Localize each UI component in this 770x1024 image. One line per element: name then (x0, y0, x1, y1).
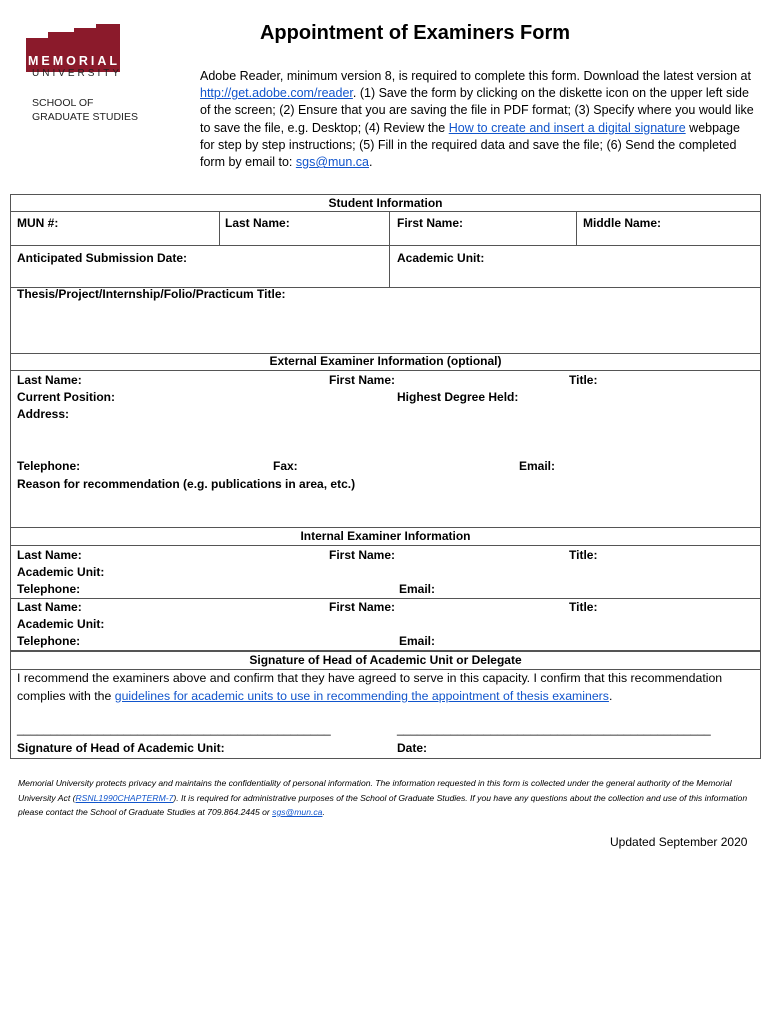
student-middle-name-field[interactable]: Middle Name: (583, 216, 662, 230)
date-line[interactable]: _______________________________________________ (397, 722, 711, 736)
signature-line[interactable]: _______________________________________________ (17, 722, 331, 736)
guidelines-link[interactable]: guidelines for academic units to use in recommending the appointment of thesis examiners (114, 688, 609, 703)
external-first-name-field[interactable]: First Name: (329, 373, 396, 387)
privacy-notice (18, 776, 760, 820)
page-title: Appointment of Examiners Form (259, 22, 571, 44)
submission-date-field[interactable]: Anticipated Submission Date: (17, 251, 188, 265)
digital-signature-link[interactable]: How to create and insert a digital signature (448, 120, 686, 135)
signature-section-heading: Signature of Head of Academic Unit or Delegate (249, 653, 522, 667)
internal-section-heading: Internal Examiner Information (300, 529, 471, 543)
university-logo (26, 24, 138, 124)
intro-text-1: Adobe Reader, minimum version 8, is required to complete this form. Download the latest version at (200, 69, 751, 83)
student-academic-unit-field[interactable]: Academic Unit: (397, 251, 485, 265)
internal2-telephone-field[interactable]: Telephone: (17, 634, 81, 648)
signature-text-2: . (608, 688, 613, 703)
mun-act-link[interactable]: RSNL1990CHAPTERM-7 (75, 792, 174, 803)
student-first-name-field[interactable]: First Name: (397, 216, 464, 230)
external-address-field[interactable]: Address: (17, 407, 70, 421)
adobe-reader-link[interactable]: http://get.adobe.com/reader (200, 86, 353, 101)
external-position-field[interactable]: Current Position: (17, 390, 115, 404)
intro-text-3: webpage for step by step instructions; (5) Fill in the required data and save the file; (6) Send the completed form by email to: (200, 120, 740, 170)
signature-section (10, 651, 761, 759)
external-email-field[interactable]: Email: (519, 459, 556, 473)
internal2-last-name-field[interactable]: Last Name: (17, 600, 82, 614)
external-section-heading: External Examiner Information (optional) (269, 354, 502, 368)
privacy-text-2: ). It is required for administrative purposes of the School of Graduate Studies. If you have any questions about the collection and use of this information please contact the School of Graduate Studies at 709.864.2445 or (18, 792, 748, 817)
date-label: Date: (397, 741, 428, 755)
signature-label: Signature of Head of Academic Unit: (17, 741, 225, 755)
logo-school-name (32, 96, 138, 124)
internal2-email-field[interactable]: Email: (399, 634, 436, 648)
student-section-heading: Student Information (328, 196, 443, 210)
external-title-field[interactable]: Title: (569, 373, 598, 387)
updated-date: Updated September 2020 (610, 835, 748, 849)
internal1-email-field[interactable]: Email: (399, 582, 436, 596)
internal1-last-name-field[interactable]: Last Name: (17, 548, 82, 562)
student-information-section (10, 194, 761, 354)
external-last-name-field[interactable]: Last Name: (17, 373, 82, 387)
external-degree-field[interactable]: Highest Degree Held: (397, 390, 519, 404)
logo-university: UNIVERSITY (32, 68, 123, 79)
internal2-first-name-field[interactable]: First Name: (329, 600, 396, 614)
internal1-title-field[interactable]: Title: (569, 548, 598, 562)
internal1-academic-unit-field[interactable]: Academic Unit: (17, 565, 105, 579)
external-examiner-section (10, 353, 761, 528)
signature-text-1: I recommend the examiners above and confirm that they have agreed to serve in this capacity. I confirm that this recommendation complies with the (17, 671, 723, 703)
intro-text-2: . (1) Save the form by clicking on the diskette icon on the upper left side of the screen; (2) Ensure that you are saving the file in PDF format; (3) Specify where you would like to save the file, e.g. Desktop; (4) Review the (200, 86, 754, 135)
logo-wordmark: MEMORIAL (28, 54, 121, 68)
logo-school-line1: SCHOOL OF (32, 97, 94, 109)
privacy-text-1: Memorial University protects privacy and maintains the confidentiality of personal information. The information requested in this form is collected under the general authority of the Memorial University Act ( (18, 778, 732, 803)
mun-number-field[interactable]: MUN #: (17, 216, 59, 230)
intro-instructions (200, 68, 756, 171)
signature-statement (17, 670, 752, 705)
external-telephone-field[interactable]: Telephone: (17, 459, 81, 473)
internal2-title-field[interactable]: Title: (569, 600, 598, 614)
internal1-first-name-field[interactable]: First Name: (329, 548, 396, 562)
privacy-email-link[interactable]: sgs@mun.ca (272, 807, 323, 817)
intro-text-4: . (369, 155, 373, 170)
student-last-name-field[interactable]: Last Name: (225, 216, 290, 230)
sgs-email-link[interactable]: sgs@mun.ca (295, 155, 370, 170)
internal-examiner-section (10, 527, 761, 651)
privacy-text-3: . (322, 807, 325, 817)
recommendation-reason-field[interactable]: Reason for recommendation (e.g. publications in area, etc.) (17, 477, 356, 491)
internal2-academic-unit-field[interactable]: Academic Unit: (17, 617, 105, 631)
logo-school-line2: GRADUATE STUDIES (32, 111, 138, 123)
internal1-telephone-field[interactable]: Telephone: (17, 582, 81, 596)
thesis-title-field[interactable]: Thesis/Project/Internship/Folio/Practicum Title: (17, 287, 286, 301)
external-fax-field[interactable]: Fax: (273, 459, 298, 473)
